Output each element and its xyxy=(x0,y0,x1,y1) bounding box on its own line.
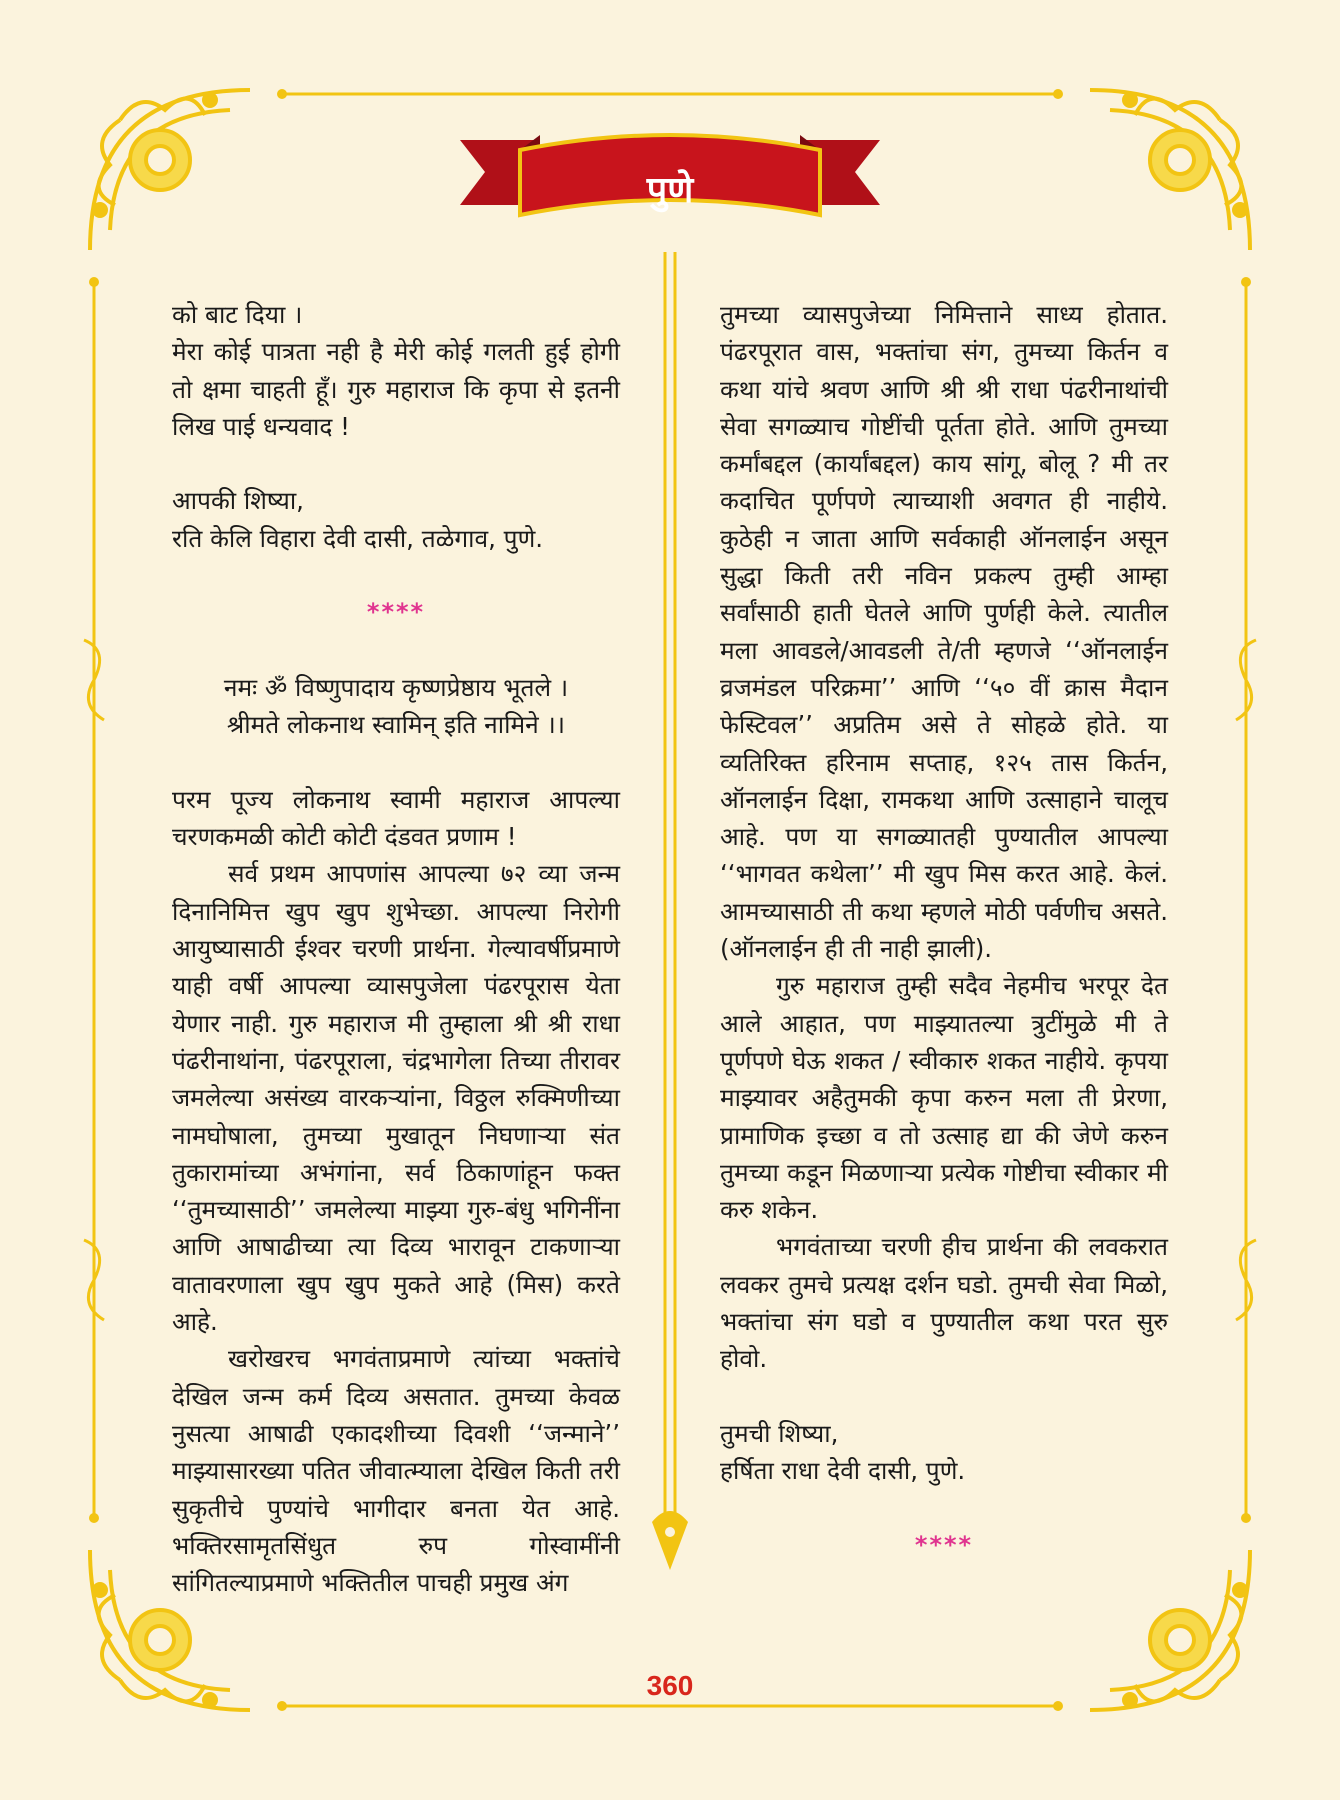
paragraph: को बाट दिया । xyxy=(172,300,303,329)
paragraph: गुरु महाराज तुम्ही सदैव नेहमीच भरपूर देत आले आहात, पण माझ्यातल्या त्रुटींमुळे मी ते पूर्णपणे घेऊ शकत / स्वीकारु शकत नाहीये. कृपया माझ्यावर अहैतुमकी कृपा करुन मला ती प्रेरणा, प्रामाणिक इच्छा व तो उत्साह द्या की जेणे करुन तुमच्या कडून मिळणाऱ्या प्रत्येक गोष्टीचा स्वीकार मी करु शकेन. xyxy=(720,971,1168,1225)
corner-ornament-top-right xyxy=(1090,90,1250,250)
signoff-line: आपकी शिष्या, xyxy=(172,486,304,516)
signoff-line: तुमची शिष्या, xyxy=(720,1418,839,1448)
section-separator-stars: **** xyxy=(366,598,426,627)
verse-line: नमः ॐ विष्णुपादाय कृष्णप्रेष्ठाय भूतले । xyxy=(223,672,569,702)
right-text-column xyxy=(720,296,1168,1564)
corner-ornament-bottom-right xyxy=(1090,1550,1250,1710)
paragraph: खरोखरच भगवंताप्रमाणे त्यांच्या भक्तांचे देखिल जन्म कर्म दिव्य असतात. तुमच्या केवळ नुसत्या आषाढी एकादशीच्या दिवशी ‘‘जन्माने’’ माझ्यासारख्या पतित जीवात्म्याला देखिल किती तरी सुकृतीचे पुण्यांचे भागीदार बनता येत आहे. भक्तिरसामृतसिंधुत रुप गोस्वामींनी सांगितल्याप्रमाणे भक्तितील पाचही प्रमुख अंग xyxy=(172,1344,620,1598)
section-separator-stars: **** xyxy=(914,1530,974,1559)
verse-line: श्रीमते लोकनाथ स्वामिन् इति नामिने ।। xyxy=(226,710,566,740)
signoff-name: रति केलि विहारा देवी दासी, तळेगाव, पुणे. xyxy=(172,523,544,553)
center-column-divider xyxy=(652,252,688,1570)
page-title: पुणे xyxy=(646,169,694,211)
paragraph: तुमच्या व्यासपुजेच्या निमित्ताने साध्य होतात. पंढरपूरात वास, भक्तांचा संग, तुमच्या किर्तन व कथा यांचे श्रवण आणि श्री श्री राधा पंढरीनाथांची सेवा सगळ्याच गोष्टींची पूर्तता होते. आणि तुमच्या कर्मांबद्दल (कार्यांबद्दल) काय सांगू, बोलू ? मी तर कदाचित पूर्णपणे त्याच्याशी अवगत ही नाहीये. कुठेही न जाता आणि सर्वकाही ऑनलाईन असून सुद्धा किती तरी नविन प्रकल्प तुम्ही आम्हा सर्वांसाठी हाती घेतले आणि पुर्णही केले. त्यातील मला आवडले/आवडली ते/ती म्हणजे ‘‘ऑनलाईन व्रजमंडल परिक्रमा’’ आणि ‘‘५० वीं क्रास मैदान फेस्टिवल’’ अप्रतिम असे ते सोहळे होते. या व्यतिरिक्त हरिनाम सप्ताह, १२५ तास किर्तन, ऑनलाईन दिक्षा, रामकथा आणि उत्साहाने चालूच आहे. पण या सगळ्यातही पुण्यातील आपल्या ‘‘भागवत कथेला’’ मी खुप मिस करत आहे. केलं. आमच्यासाठी ती कथा म्हणले मोठी पर्वणीच असते. (ऑनलाईन ही ती नाही झाली). xyxy=(720,300,1168,964)
paragraph: भगवंताच्या चरणी हीच प्रार्थना की लवकरात लवकर तुमचे प्रत्यक्ष दर्शन घडो. तुमची सेवा मिळो, भक्तांचा संग घडो व पुण्यातील कथा परत सुरु होवो. xyxy=(720,1232,1168,1374)
paragraph: परम पूज्य लोकनाथ स्वामी महाराज आपल्या चरणकमळी कोटी कोटी दंडवत प्रणाम ! xyxy=(172,784,620,852)
left-text-column xyxy=(172,296,620,1601)
paragraph: मेरा कोई पात्रता नही है मेरी कोई गलती हुई होगी तो क्षमा चाहती हूँ। गुरु महाराज कि कृपा से इतनी लिख पाई धन्यवाद ! xyxy=(172,337,620,441)
paragraph: सर्व प्रथम आपणांस आपल्या ७२ व्या जन्म दिनानिमित्त खुप खुप शुभेच्छा. आपल्या निरोगी आयुष्यासाठी ईश्वर चरणी प्रार्थना. गेल्यावर्षीप्रमाणे याही वर्षी आपल्या व्यासपुजेला पंढरपूरास येता येणार नाही. गुरु महाराज मी तुम्हाला श्री श्री राधा पंढरीनाथांना, पंढरपूराला, चंद्रभागेला तिच्या तीरावर जमलेल्या असंख्य वारकऱ्यांना, विठ्ठल रुक्मिणीच्या नामघोषाला, तुमच्या मुखातून निघणाऱ्या संत तुकारामांच्या अभंगांना, सर्व ठिकाणांहून फक्त ‘‘तुमच्यासाठी’’ जमलेल्या माझ्या गुरु-बंधु भगिनींना आणि आषाढीच्या त्या दिव्य भारावून टाकणाऱ्या वातावरणाला खुप खुप मुकते आहे (मिस) करते आहे. xyxy=(172,859,620,1337)
corner-ornament-top-left xyxy=(90,90,250,250)
page-number: 360 xyxy=(646,1670,694,1701)
signoff-name: हर्षिता राधा देवी दासी, पुणे. xyxy=(720,1456,966,1486)
